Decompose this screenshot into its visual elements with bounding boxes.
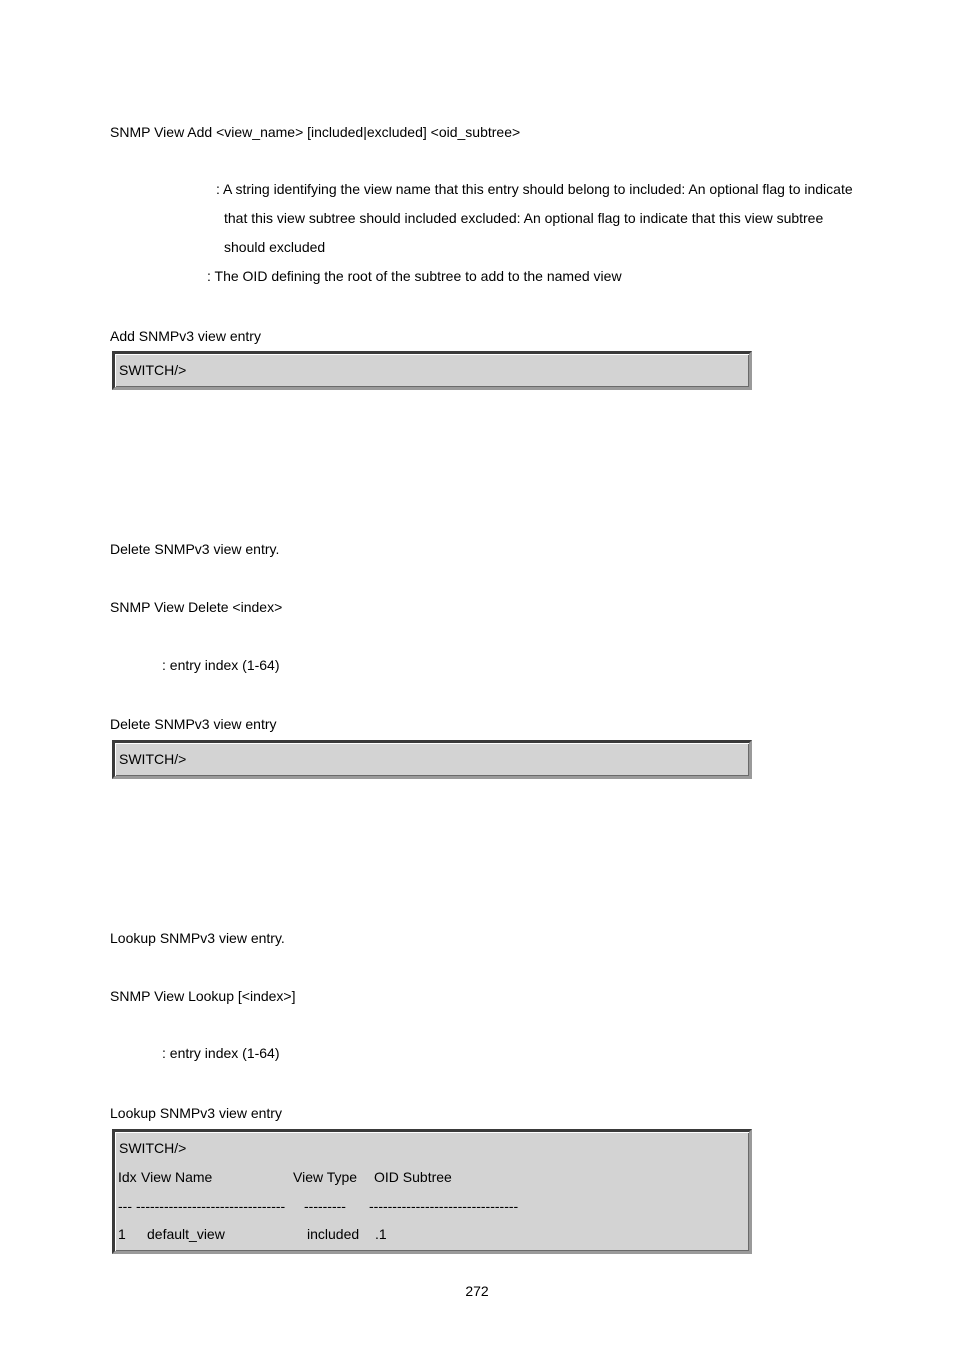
table-header-oid-subtree: OID Subtree xyxy=(374,1169,452,1185)
view-delete-console-box xyxy=(112,740,752,779)
console-prompt: SWITCH/> xyxy=(119,751,187,767)
view-add-syntax: SNMP View Add <view_name> [included|excluded] <oid_subtree> xyxy=(110,124,521,140)
view-lookup-param-index-desc: : entry index (1-64) xyxy=(162,1045,280,1061)
table-separator-idx: --- xyxy=(118,1198,132,1214)
table-cell-view-type: included xyxy=(307,1226,360,1242)
console-prompt: SWITCH/> xyxy=(119,1140,187,1156)
table-header-view-type: View Type xyxy=(293,1169,358,1185)
table-header-idx: Idx xyxy=(118,1169,137,1185)
view-add-param-name-desc-1: : A string identifying the view name that this entry should belong to included: An optional flag to indicate xyxy=(216,181,853,197)
table-header-view-name: View Name xyxy=(141,1169,213,1185)
view-add-param-oid-desc: : The OID defining the root of the subtree to add to the named view xyxy=(207,268,622,284)
table-separator-view-type: --------- xyxy=(304,1198,346,1214)
view-add-param-name-desc-3: should excluded xyxy=(224,239,326,255)
view-lookup-syntax: SNMP View Lookup [<index>] xyxy=(110,988,296,1004)
table-separator-oid-subtree: -------------------------------- xyxy=(369,1198,519,1214)
table-cell-view-name: default_view xyxy=(147,1226,225,1242)
table-separator-view-name: -------------------------------- xyxy=(136,1198,286,1214)
view-lookup-description: Lookup SNMPv3 view entry. xyxy=(110,930,285,946)
view-add-param-name-desc-2: that this view subtree should included excluded: An optional flag to indicate that this view subtree xyxy=(224,210,824,226)
view-add-example-caption: Add SNMPv3 view entry xyxy=(110,328,261,344)
view-lookup-example-caption: Lookup SNMPv3 view entry xyxy=(110,1105,282,1121)
table-cell-idx: 1 xyxy=(118,1226,126,1242)
view-delete-example-caption: Delete SNMPv3 view entry xyxy=(110,716,277,732)
view-delete-syntax: SNMP View Delete <index> xyxy=(110,599,283,615)
table-cell-oid-subtree: .1 xyxy=(375,1226,387,1242)
view-delete-param-index-desc: : entry index (1-64) xyxy=(162,657,280,673)
page-number: 272 xyxy=(465,1283,489,1299)
view-delete-description: Delete SNMPv3 view entry. xyxy=(110,541,280,557)
console-prompt: SWITCH/> xyxy=(119,362,187,378)
view-add-console-box xyxy=(112,351,752,390)
view-lookup-console-box xyxy=(112,1129,752,1254)
